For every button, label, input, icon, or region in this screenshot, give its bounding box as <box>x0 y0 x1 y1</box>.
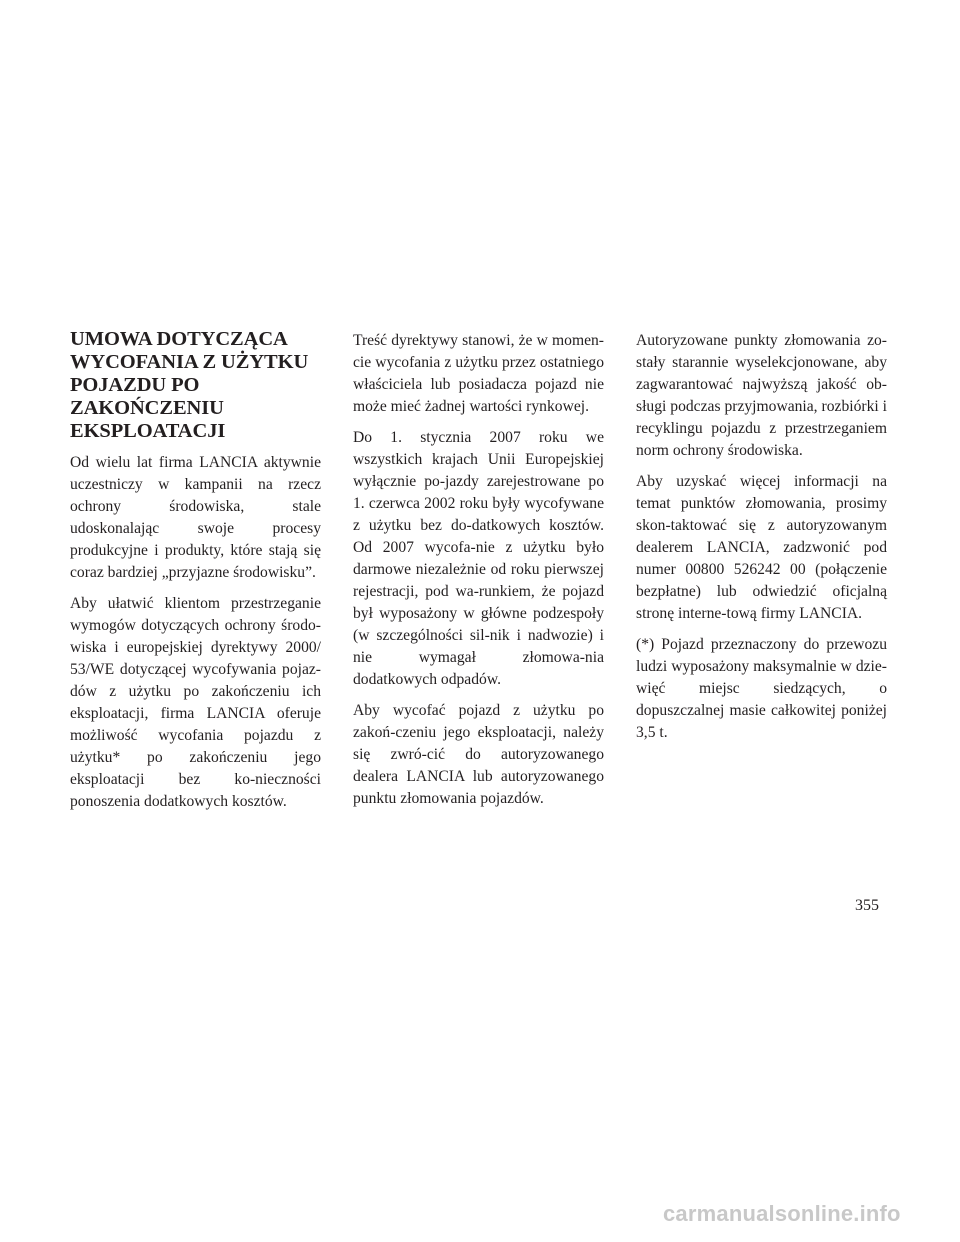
paragraph: Aby wycofać pojazd z użytku po zakoń-czeniu jego eksploatacji, należy się zwró-cić do autoryzowanego dealera LANCIA lub autoryzowanego punktu złomowania pojazdów. <box>353 702 604 807</box>
section-heading: UMOWA DOTYCZĄCA WYCOFANIA Z UŻYTKU POJAZDU PO ZAKOŃCZENIU EKSPLOATACJI <box>70 328 309 442</box>
paragraph: Od wielu lat firma LANCIA aktywnie uczestniczy w kampanii na rzecz ochrony środowiska, stale udoskonalając swoje procesy produkcyjne i produkty, które stają się coraz bardziej „przyjazne środowisku”. <box>70 454 321 581</box>
column-2 <box>353 330 604 819</box>
paragraph: Autoryzowane punkty złomowania zo-stały starannie wyselekcjonowane, aby zagwarantować najwyższą jakość ob-sługi podczas przyjmowania, rozbiórki i recyklingu pojazdu z przestrzeganiem norm ochrony środowiska. <box>636 332 887 459</box>
paragraph: Aby uzyskać więcej informacji na temat punktów złomowania, prosimy skon-taktować się z autoryzowanym dealerem LANCIA, zadzwonić pod numer 00800 526242 00 (połączenie bezpłatne) lub odwiedzić oficjalną stronę interne-tową firmy LANCIA. <box>636 473 887 622</box>
paragraph: Aby ułatwić klientom przestrzeganie wymogów dotyczących ochrony środo-wiska i europejskiej dyrektywy 2000/ 53/WE dotyczącej wycofywania pojaz-dów z użytku po zakończeniu ich eksploatacji, firma LANCIA oferuje możliwość wycofania pojazdu z użytku* po zakończeniu jego eksploatacji bez ko-nieczności ponoszenia dodatkowych kosztów. <box>70 595 321 810</box>
paragraph: Treść dyrektywy stanowi, że w momen-cie wycofania z użytku przez ostatniego właściciela lub posiadacza pojazd nie może mieć żadnej wartości rynkowej. <box>353 332 604 415</box>
footnote: (*) Pojazd przeznaczony do przewozu ludzi wyposażony maksymalnie w dzie-więć miejsc siedzących, o dopuszczalnej masie całkowitej poniżej 3,5 t. <box>636 636 887 741</box>
column-1 <box>70 328 321 822</box>
page-number: 355 <box>855 897 879 914</box>
paragraph: Do 1. stycznia 2007 roku we wszystkich krajach Unii Europejskiej wyłącznie po-jazdy zarejestrowane po 1. czerwca 2002 roku były wycofywane z użytku bez do-datkowych kosztów. Od 2007 wycofa-nie z użytku było darmowe niezależnie od roku pierwszej rejestracji, pod wa-runkiem, że pojazd był wyposażony w główne podzespoły (w szczególności sil-nik i nadwozie) i nie wymagał złomowa-nia dodatkowych odpadów. <box>353 429 604 688</box>
column-3 <box>636 330 887 753</box>
watermark: carmanualsonline.info <box>663 1201 901 1226</box>
